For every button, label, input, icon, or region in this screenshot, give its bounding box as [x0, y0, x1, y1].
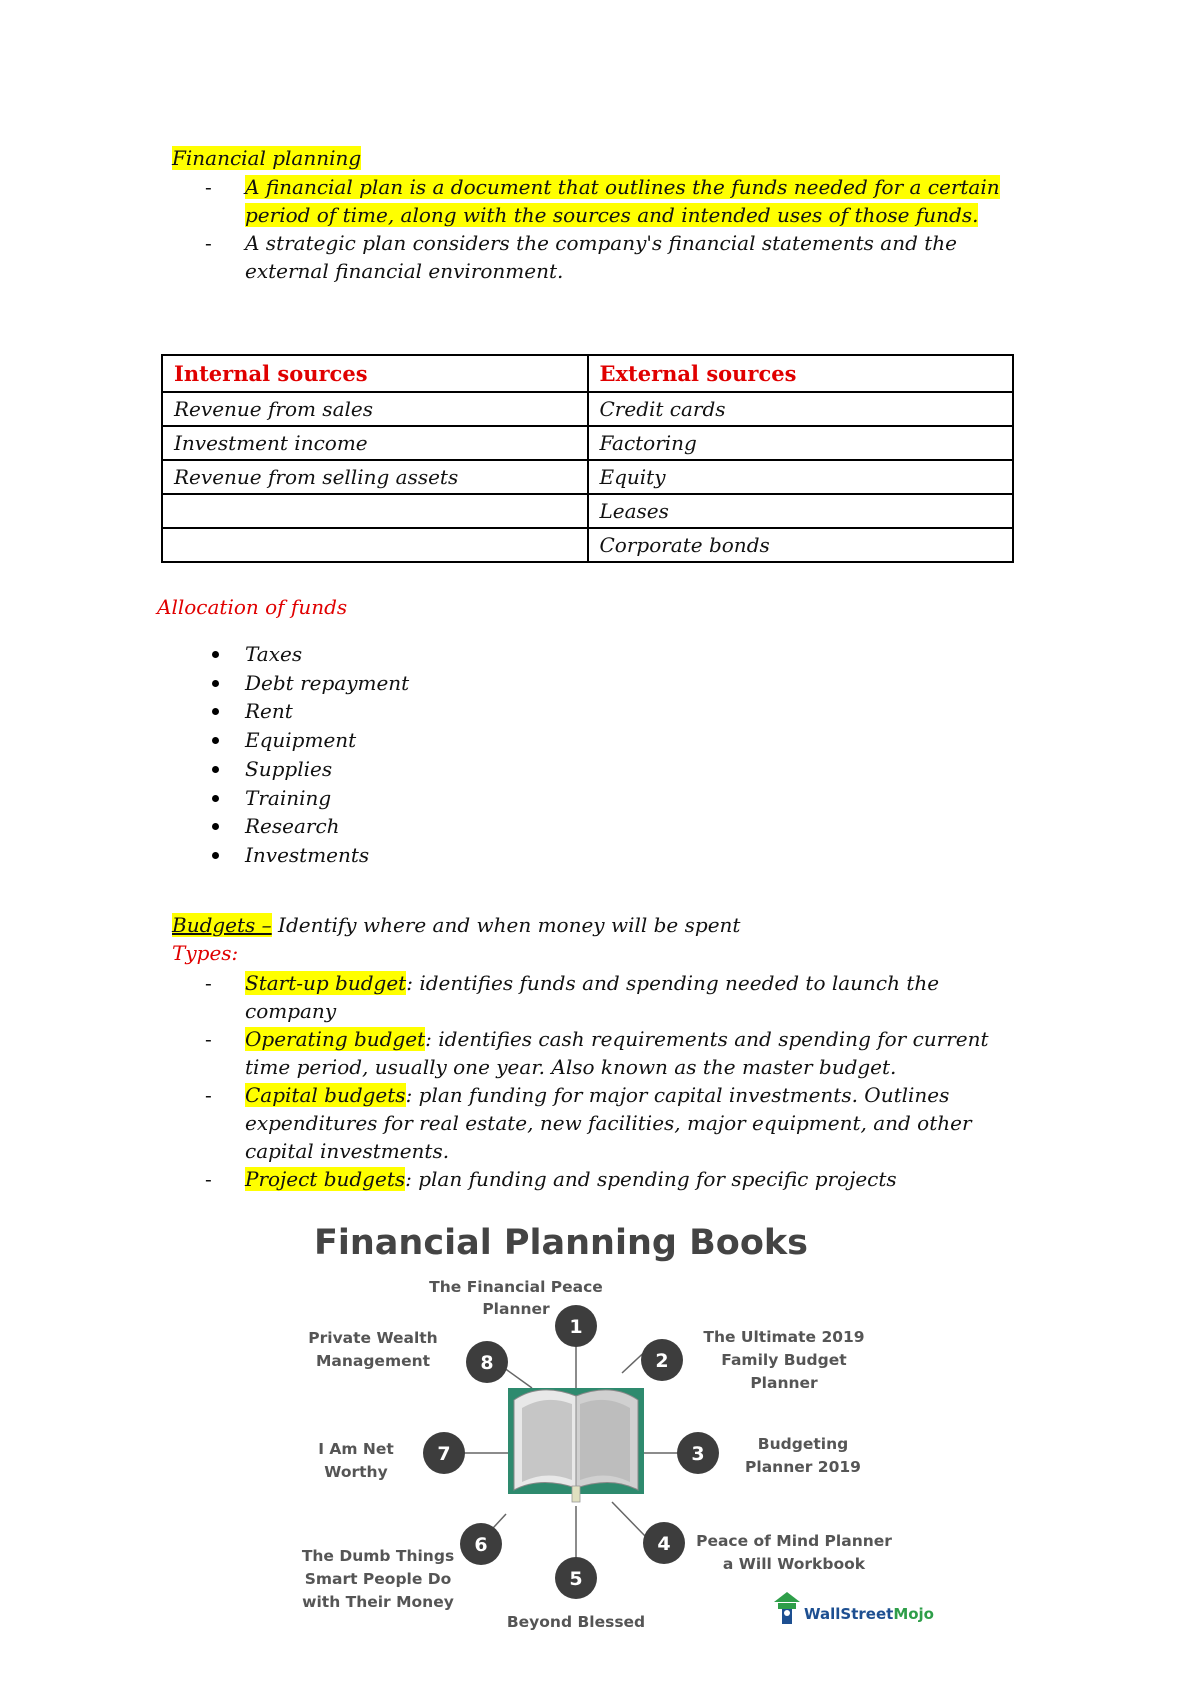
dash-marker: -	[205, 1027, 212, 1051]
list-item	[0, 969, 1005, 1025]
table-cell: Revenue from selling assets	[162, 460, 588, 494]
book-number: 6	[474, 1534, 488, 1556]
book-label: Planner	[482, 1300, 550, 1318]
book-item-4	[643, 1522, 892, 1573]
wallstreetmojo-logo	[774, 1592, 934, 1624]
book-label: a Will Workbook	[722, 1555, 866, 1573]
point-text: financial plan is a document that outlines the funds needed for a certain period of time, along with the sources and intended uses of those funds.	[245, 175, 1000, 227]
book-label: Beyond Blessed	[506, 1613, 646, 1631]
type-name: Project budgets	[245, 1167, 406, 1191]
type-desc: : identifies cash requirements and spending for current time period, usually one year. Also known as the master budget.	[245, 1027, 989, 1079]
header-internal: Internal sources	[162, 355, 588, 392]
dash-marker: -	[205, 1083, 212, 1107]
list-item	[0, 784, 600, 813]
book-label: The Dumb Things	[301, 1547, 455, 1565]
book-label: The Ultimate 2019	[703, 1328, 865, 1346]
table-row	[162, 460, 1013, 494]
book-item-8	[308, 1329, 508, 1383]
figure-svg	[300, 1210, 960, 1640]
book-label: Worthy	[324, 1463, 388, 1481]
table-cell: Factoring	[588, 426, 1014, 460]
logo-word-1: WallStreet	[804, 1605, 894, 1623]
table-row	[162, 494, 1013, 528]
sources-table	[161, 354, 1014, 563]
table-row	[162, 426, 1013, 460]
table-cell	[162, 494, 588, 528]
bullet-icon	[212, 651, 219, 658]
point-lead: A	[245, 175, 266, 199]
table-header-row	[162, 355, 1013, 392]
book-number: 7	[437, 1443, 451, 1465]
table-cell	[162, 528, 588, 562]
type-name: Operating budget	[245, 1027, 426, 1051]
table-cell: Credit cards	[588, 392, 1014, 426]
book-label: Planner 2019	[745, 1458, 861, 1476]
list-item	[0, 173, 1005, 229]
type-name: Capital budgets	[245, 1083, 406, 1107]
intro-list	[0, 173, 1200, 285]
list-item	[0, 669, 600, 698]
book-label: Private Wealth	[308, 1329, 438, 1347]
book-label: Smart People Do	[304, 1570, 452, 1588]
book-icon	[508, 1388, 644, 1502]
figure-title: Financial Planning Books	[313, 1223, 809, 1263]
book-item-2	[641, 1328, 865, 1392]
list-item	[0, 841, 600, 870]
item-text: Equipment	[245, 728, 357, 753]
dash-marker: -	[205, 1167, 212, 1191]
book-item-5	[507, 1557, 645, 1631]
table-cell: Investment income	[162, 426, 588, 460]
book-number: 8	[480, 1352, 494, 1374]
list-item	[0, 1025, 1005, 1081]
book-number: 3	[691, 1443, 705, 1465]
bullet-icon	[212, 852, 219, 859]
list-item	[0, 812, 600, 841]
book-label: I Am Net	[318, 1440, 394, 1458]
book-label: Family Budget	[721, 1351, 847, 1369]
item-text: Supplies	[245, 756, 333, 781]
type-name: Start-up budget	[245, 971, 407, 995]
book-number: 4	[657, 1533, 671, 1555]
book-label: Management	[315, 1352, 431, 1370]
item-text: Investments	[245, 842, 370, 867]
dash-marker: -	[205, 971, 212, 995]
budgets-definition	[172, 913, 740, 937]
type-desc: : plan funding for major capital investments. Outlines expenditures for real estate, new facilities, major equipment, and other capital investments.	[245, 1083, 972, 1163]
item-text: Debt repayment	[245, 670, 410, 695]
book-item-7	[318, 1432, 465, 1481]
connector-line	[612, 1502, 646, 1537]
item-text: Research	[245, 814, 340, 839]
budget-types-list	[0, 969, 1200, 1193]
dash-marker: -	[205, 175, 212, 199]
bullet-icon	[212, 823, 219, 830]
bullet-icon	[212, 708, 219, 715]
logo-word-2: Mojo	[893, 1605, 934, 1623]
dash-marker: -	[205, 231, 212, 255]
table-cell: Leases	[588, 494, 1014, 528]
table-row	[162, 528, 1013, 562]
table-row	[162, 392, 1013, 426]
bullet-icon	[212, 795, 219, 802]
list-item	[0, 726, 600, 755]
types-label: Types:	[172, 941, 239, 965]
book-label: Budgeting	[757, 1435, 849, 1453]
header-external: External sources	[588, 355, 1014, 392]
allocation-heading: Allocation of funds	[157, 595, 348, 619]
book-label: Peace of Mind Planner	[696, 1532, 892, 1550]
table-cell: Equity	[588, 460, 1014, 494]
table-cell: Corporate bonds	[588, 528, 1014, 562]
budgets-term: Budgets –	[172, 913, 272, 937]
section-title: Financial planning	[172, 146, 362, 170]
budgets-definition-text: Identify where and when money will be spent	[271, 913, 741, 937]
book-number: 2	[655, 1350, 669, 1372]
list-item	[0, 1165, 1005, 1193]
type-desc: : plan funding and spending for specific projects	[405, 1167, 897, 1191]
book-label: The Financial Peace	[429, 1278, 603, 1296]
book-item-3	[677, 1432, 861, 1476]
allocation-list	[0, 640, 600, 870]
item-text: Rent	[245, 699, 293, 724]
logo-icon	[774, 1592, 800, 1624]
book-number: 5	[569, 1568, 583, 1590]
list-item	[0, 229, 1005, 285]
bullet-icon	[212, 680, 219, 687]
bullet-icon	[212, 737, 219, 744]
list-item	[0, 1081, 1005, 1165]
type-desc: : identifies funds and spending needed to launch the company	[245, 971, 940, 1023]
book-item-1	[429, 1278, 603, 1347]
book-page-shade	[580, 1400, 630, 1482]
table-cell: Revenue from sales	[162, 392, 588, 426]
book-page-shade	[522, 1400, 572, 1482]
book-item-6	[302, 1523, 502, 1611]
point-text: A strategic plan considers the company's financial statements and the external financial environment.	[245, 231, 957, 283]
bookmark-ribbon	[572, 1486, 580, 1502]
bullet-icon	[212, 766, 219, 773]
item-text: Training	[245, 785, 332, 810]
list-item	[0, 697, 600, 726]
financial-planning-books-figure	[300, 1210, 960, 1640]
book-label: with Their Money	[302, 1593, 454, 1611]
book-number: 1	[569, 1316, 583, 1338]
logo-text	[804, 1605, 934, 1623]
book-label: Planner	[750, 1374, 818, 1392]
item-text: Taxes	[245, 642, 303, 666]
list-item	[0, 640, 600, 669]
list-item	[0, 755, 600, 784]
